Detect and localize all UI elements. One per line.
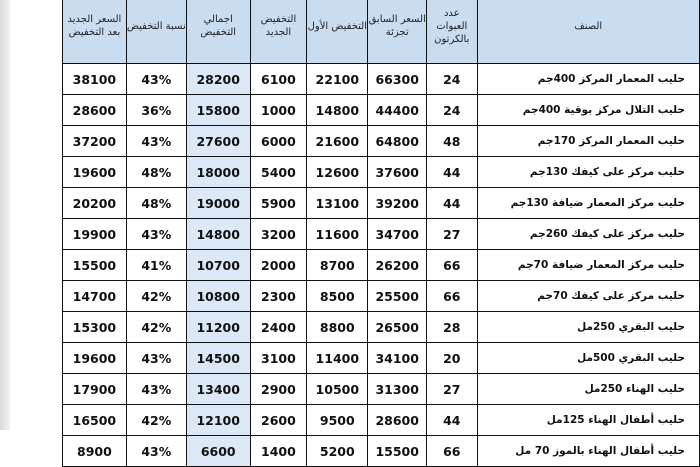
header-discount-pct: نسبة التخفيض xyxy=(126,0,186,64)
cell-discount-pct: 43% xyxy=(126,343,186,374)
cell-discount-pct: 43% xyxy=(126,126,186,157)
cell-first-discount: 11600 xyxy=(307,219,368,250)
table-row xyxy=(63,188,700,219)
cell-new-price: 16500 xyxy=(63,405,127,436)
cell-total-discount: 11200 xyxy=(186,312,250,343)
cell-discount-pct: 42% xyxy=(126,405,186,436)
cell-name: حليب أطفال الهناء 125مل xyxy=(477,405,699,436)
cell-new-discount: 2300 xyxy=(250,281,307,312)
cell-name: حليب البقري 250مل xyxy=(477,312,699,343)
cell-total-discount: 10700 xyxy=(186,250,250,281)
cell-prev-price: 26200 xyxy=(368,250,427,281)
cell-prev-price: 25500 xyxy=(368,281,427,312)
cell-first-discount: 11400 xyxy=(307,343,368,374)
cell-pack: 44 xyxy=(427,405,478,436)
cell-pack: 24 xyxy=(427,64,478,95)
cell-new-price: 20200 xyxy=(63,188,127,219)
cell-new-discount: 6000 xyxy=(250,126,307,157)
cell-new-discount: 2900 xyxy=(250,374,307,405)
cell-prev-price: 26500 xyxy=(368,312,427,343)
cell-prev-price: 66300 xyxy=(368,64,427,95)
table-row xyxy=(63,405,700,436)
cell-new-discount: 6100 xyxy=(250,64,307,95)
cell-first-discount: 21600 xyxy=(307,126,368,157)
cell-new-discount: 2000 xyxy=(250,250,307,281)
cell-discount-pct: 43% xyxy=(126,219,186,250)
cell-prev-price: 39200 xyxy=(368,188,427,219)
header-new-discount: التخفيض الجديد xyxy=(250,0,307,64)
cell-total-discount: 14800 xyxy=(186,219,250,250)
cell-first-discount: 8700 xyxy=(307,250,368,281)
cell-new-price: 19600 xyxy=(63,343,127,374)
cell-new-discount: 2600 xyxy=(250,405,307,436)
table-row xyxy=(63,64,700,95)
cell-pack: 28 xyxy=(427,312,478,343)
cell-new-price: 14700 xyxy=(63,281,127,312)
cell-first-discount: 22100 xyxy=(307,64,368,95)
cell-name: حليب مركز على كيفك 70جم xyxy=(477,281,699,312)
table-row xyxy=(63,157,700,188)
table-row xyxy=(63,95,700,126)
cell-pack: 48 xyxy=(427,126,478,157)
cell-name: حليب مركز المعمار ضيافة 70جم xyxy=(477,250,699,281)
cell-pack: 27 xyxy=(427,374,478,405)
header-total-discount: اجمالي التخفيض xyxy=(186,0,250,64)
cell-first-discount: 5200 xyxy=(307,436,368,467)
cell-new-price: 19600 xyxy=(63,157,127,188)
cell-first-discount: 12600 xyxy=(307,157,368,188)
cell-prev-price: 44400 xyxy=(368,95,427,126)
cell-new-discount: 1400 xyxy=(250,436,307,467)
header-row xyxy=(63,0,700,64)
cell-total-discount: 15800 xyxy=(186,95,250,126)
cell-pack: 24 xyxy=(427,95,478,126)
cell-pack: 66 xyxy=(427,250,478,281)
table-row xyxy=(63,312,700,343)
cell-new-discount: 3100 xyxy=(250,343,307,374)
cell-new-price: 15300 xyxy=(63,312,127,343)
cell-total-discount: 13400 xyxy=(186,374,250,405)
cell-discount-pct: 48% xyxy=(126,157,186,188)
cell-new-price: 37200 xyxy=(63,126,127,157)
cell-discount-pct: 48% xyxy=(126,188,186,219)
cell-new-price: 17900 xyxy=(63,374,127,405)
price-sheet xyxy=(62,0,700,467)
cell-first-discount: 8500 xyxy=(307,281,368,312)
cell-total-discount: 14500 xyxy=(186,343,250,374)
cell-pack: 66 xyxy=(427,436,478,467)
cell-name: حليب التلال مركز بوقية 400جم xyxy=(477,95,699,126)
cell-new-discount: 5400 xyxy=(250,157,307,188)
cell-name: حليب مركز على كيفك 130جم xyxy=(477,157,699,188)
cell-name: حليب الهناء 250مل xyxy=(477,374,699,405)
cell-name: حليب المعمار المركز 400جم xyxy=(477,64,699,95)
cell-new-price: 28600 xyxy=(63,95,127,126)
cell-prev-price: 34700 xyxy=(368,219,427,250)
cell-new-discount: 3200 xyxy=(250,219,307,250)
cell-pack: 44 xyxy=(427,157,478,188)
cell-total-discount: 18000 xyxy=(186,157,250,188)
cell-total-discount: 27600 xyxy=(186,126,250,157)
table-row xyxy=(63,219,700,250)
cell-prev-price: 28600 xyxy=(368,405,427,436)
cell-prev-price: 31300 xyxy=(368,374,427,405)
cell-discount-pct: 36% xyxy=(126,95,186,126)
cell-prev-price: 15500 xyxy=(368,436,427,467)
table-row xyxy=(63,374,700,405)
cell-name: حليب المعمار المركز 170جم xyxy=(477,126,699,157)
cell-new-discount: 1000 xyxy=(250,95,307,126)
cell-name: حليب مركز المعمار ضيافة 130جم xyxy=(477,188,699,219)
discount-table xyxy=(62,0,700,467)
cell-discount-pct: 41% xyxy=(126,250,186,281)
cell-first-discount: 9500 xyxy=(307,405,368,436)
table-row xyxy=(63,343,700,374)
header-category: الصنف xyxy=(477,0,699,64)
cell-new-discount: 2400 xyxy=(250,312,307,343)
photo-edge xyxy=(0,0,10,430)
cell-total-discount: 6600 xyxy=(186,436,250,467)
cell-pack: 27 xyxy=(427,219,478,250)
cell-pack: 20 xyxy=(427,343,478,374)
header-prev-price: السعر السابق تجزئة xyxy=(368,0,427,64)
cell-name: حليب البقري 500مل xyxy=(477,343,699,374)
cell-prev-price: 37600 xyxy=(368,157,427,188)
cell-discount-pct: 43% xyxy=(126,436,186,467)
cell-discount-pct: 42% xyxy=(126,312,186,343)
table-row xyxy=(63,250,700,281)
cell-first-discount: 8800 xyxy=(307,312,368,343)
cell-total-discount: 19000 xyxy=(186,188,250,219)
cell-total-discount: 10800 xyxy=(186,281,250,312)
cell-new-price: 19900 xyxy=(63,219,127,250)
cell-new-price: 15500 xyxy=(63,250,127,281)
cell-first-discount: 13100 xyxy=(307,188,368,219)
cell-prev-price: 34100 xyxy=(368,343,427,374)
cell-new-price: 38100 xyxy=(63,64,127,95)
header-new-price: السعر الجديد بعد التخفيض xyxy=(63,0,127,64)
cell-first-discount: 10500 xyxy=(307,374,368,405)
cell-discount-pct: 43% xyxy=(126,374,186,405)
cell-new-price: 8900 xyxy=(63,436,127,467)
cell-total-discount: 28200 xyxy=(186,64,250,95)
cell-pack: 44 xyxy=(427,188,478,219)
cell-discount-pct: 43% xyxy=(126,64,186,95)
cell-pack: 66 xyxy=(427,281,478,312)
cell-first-discount: 14800 xyxy=(307,95,368,126)
table-row xyxy=(63,126,700,157)
cell-discount-pct: 42% xyxy=(126,281,186,312)
table-row xyxy=(63,436,700,467)
cell-total-discount: 12100 xyxy=(186,405,250,436)
cell-name: حليب أطفال الهناء بالموز 70 مل xyxy=(477,436,699,467)
table-row xyxy=(63,281,700,312)
cell-prev-price: 64800 xyxy=(368,126,427,157)
cell-new-discount: 5900 xyxy=(250,188,307,219)
header-first-discount: التخفيض الأول xyxy=(307,0,368,64)
header-pack-count: عدد العبوات بالكرتون xyxy=(427,0,478,64)
cell-name: حليب مركز على كيفك 260جم xyxy=(477,219,699,250)
